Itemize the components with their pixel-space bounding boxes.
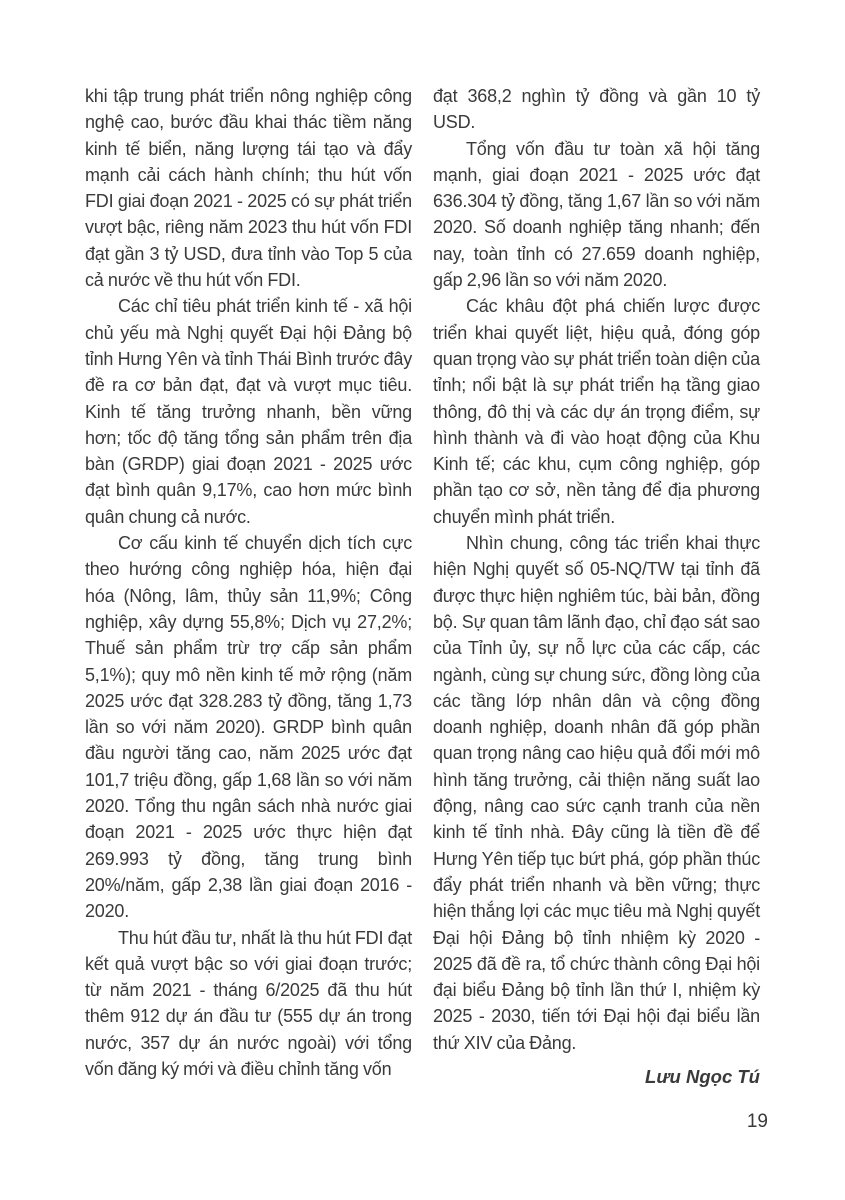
- paragraph: Cơ cấu kinh tế chuyển dịch tích cực theo hướng công nghiệp hóa, hiện đại hóa (Nông, lâm, thủy sản 11,9%; Công nghiệp, xây dựng 55,8%; Dịch vụ 27,2%; Thuế sản phẩm trừ trợ cấp sản phẩm 5,1%); quy mô nền kinh tế mở rộng (năm 2025 ước đạt 328.283 tỷ đồng, tăng 1,73 lần so với năm 2020). GRDP bình quân đầu người tăng cao, năm 2025 ước đạt 101,7 triệu đồng, gấp 1,68 lần so với năm 2020. Tổng thu ngân sách nhà nước giai đoạn 2021 - 2025 ước thực hiện đạt 269.993 tỷ đồng, tăng trung bình 20%/năm, gấp 2,38 lần giai đoạn 2016 - 2020.: [85, 533, 412, 922]
- paragraph: Nhìn chung, công tác triển khai thực hiện Nghị quyết số 05-NQ/TW tại tỉnh đã được thực hiện nghiêm túc, bài bản, đồng bộ. Sự quan tâm lãnh đạo, chỉ đạo sát sao của Tỉnh ủy, sự nỗ lực của các cấp, các ngành, cùng sự chung sức, đồng lòng của các tầng lớp nhân dân và cộng đồng doanh nghiệp, doanh nhân đã góp phần quan trọng nâng cao hiệu quả đổi mới mô hình tăng trưởng, cải thiện năng suất lao động, nâng cao sức cạnh tranh của nền kinh tế tỉnh nhà. Đây cũng là tiền đề để Hưng Yên tiếp tục bứt phá, góp phần thúc đẩy phát triển nhanh và bền vững; thực hiện thắng lợi các mục tiêu mà Nghị quyết Đại hội Đảng bộ tỉnh nhiệm kỳ 2020 - 2025 đã đề ra, tổ chức thành công Đại hội đại biểu Đảng bộ tỉnh lần thứ I, nhiệm kỳ 2025 - 2030, tiến tới Đại hội đại biểu lần thứ XIV của Đảng.: [433, 533, 760, 1053]
- paragraph-continuation: khi tập trung phát triển nông nghiệp công nghệ cao, bước đầu khai thác tiềm năng kinh tế biển, năng lượng tái tạo và đẩy mạnh cải cách hành chính; thu hút vốn FDI giai đoạn 2021 - 2025 có sự phát triển vượt bậc, riêng năm 2023 thu hút vốn FDI đạt gần 3 tỷ USD, đưa tỉnh vào Top 5 của cả nước về thu hút vốn FDI.: [85, 86, 412, 291]
- right-column: [433, 83, 760, 1090]
- paragraph-continuation: đạt 368,2 nghìn tỷ đồng và gần 10 tỷ USD.: [433, 86, 760, 133]
- paragraph: Các khâu đột phá chiến lược được triển khai quyết liệt, hiệu quả, đóng góp quan trọng vào sự phát triển toàn diện của tỉnh; nổi bật là sự phát triển hạ tầng giao thông, đô thị và các dự án trọng điểm, sự hình thành và đi vào hoạt động của Khu Kinh tế; các khu, cụm công nghiệp, góp phần tạo cơ sở, nền tảng để địa phương chuyển mình phát triển.: [433, 296, 760, 527]
- author-byline: Lưu Ngọc Tú: [645, 1065, 760, 1087]
- article-body: [85, 83, 760, 1090]
- left-column: [85, 83, 412, 1090]
- paragraph: Tổng vốn đầu tư toàn xã hội tăng mạnh, giai đoạn 2021 - 2025 ước đạt 636.304 tỷ đồng, tăng 1,67 lần so với năm 2020. Số doanh nghiệp tăng nhanh; đến nay, toàn tỉnh có 27.659 doanh nghiệp, gấp 2,96 lần so với năm 2020.: [433, 138, 760, 291]
- paragraph: Thu hút đầu tư, nhất là thu hút FDI đạt kết quả vượt bậc so với giai đoạn trước; từ năm 2021 - tháng 6/2025 đã thu hút thêm 912 dự án đầu tư (555 dự án trong nước, 357 dự án nước ngoài) với tổng vốn đăng ký mới và điều chỉnh tăng vốn: [85, 927, 412, 1079]
- paragraph: Các chỉ tiêu phát triển kinh tế - xã hội chủ yếu mà Nghị quyết Đại hội Đảng bộ tỉnh Hưng Yên và tỉnh Thái Bình trước đây đề ra cơ bản đạt, đạt và vượt mục tiêu. Kinh tế tăng trưởng nhanh, bền vững hơn; tốc độ tăng tổng sản phẩm trên địa bàn (GRDP) giai đoạn 2021 - 2025 ước đạt bình quân 9,17%, cao hơn mức bình quân chung cả nước.: [85, 296, 412, 527]
- page-number: 19: [746, 1111, 768, 1132]
